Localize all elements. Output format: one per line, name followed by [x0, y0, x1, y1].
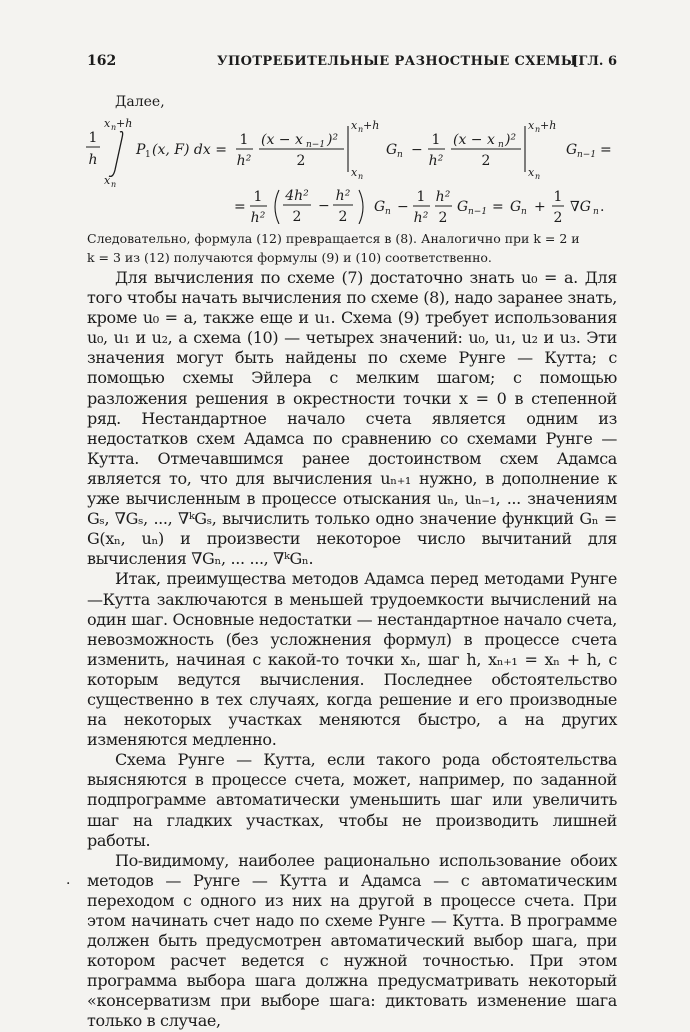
upper-limit-sub: n [111, 123, 117, 132]
minus-2: − [318, 198, 330, 214]
upper-limit-tail: +h [116, 117, 133, 130]
minus-1: − [411, 142, 423, 158]
footnote-line: Следовательно, формула (12) превращается в (8). Аналогично при k = 2 и [87, 231, 580, 246]
h2-frac-num: h² [435, 189, 451, 205]
b-frac2-den: 2 [338, 209, 348, 224]
upper-limit: x [104, 117, 111, 130]
l2-frac2-num: 1 [416, 189, 426, 205]
plus: + [534, 199, 546, 215]
minus-3: − [397, 199, 409, 215]
paren-right [359, 190, 363, 224]
lower-limit: x [104, 174, 111, 187]
frac1-num: (x − x [261, 132, 303, 148]
paragraph: Для вычисления по схеме (7) достаточно знать u₀ = a. Для того чтобы начать вычисления по схеме (8), надо заранее знать, кроме u₀ = a, также еще и u₁. Схема (9) требует использования u₀, u₁ и u₂, а схема (10) — четырех значений: u₀, u₁, u₂ и u₃. Эти значения могут быть найдены по схеме Рунге — Кутта; с помощью схемы Эйлера с мелким шагом; с помощью разложения решения в окрестности точки x = 0 в степенной ряд. Нестандартное начало счета является одним из недостатков схем Адамса по сравнению со схемами Рунге — Кутта. Отмечавшимся ранее достоинством схем Адамса является то, что для вычисления uₙ₊₁ нужно, в дополнение к уже вычисленным в процессе отыскания uₙ, uₙ₋₁, ... значениям Gₛ, ∇Gₛ, ..., ∇ᵏGₛ, вычислить только одно значение функций Gₙ = G(xₙ, uₙ) и произвести некоторое число вычитаний для вычисления ∇Gₙ, ... ..., ∇ᵏGₙ. [87, 268, 617, 569]
g-n1-sub: n−1 [577, 150, 597, 160]
l2-g-n1-sub: n−1 [468, 207, 488, 217]
paren-left [275, 190, 279, 224]
l2-g-n: G [374, 199, 386, 215]
margin-mark: · [66, 876, 71, 892]
frac-den: h [88, 152, 98, 168]
frac1-den: 2 [296, 153, 306, 169]
b-frac1-num: 4h² [285, 188, 309, 204]
frac1-num-tail: )² [327, 132, 339, 148]
paragraph: Итак, преимущества методов Адамса перед методами Рунге—Кутта заключаются в меньшей трудоемкости вычислений на один шаг. Основные недостатки — нестандартное начало счета, невозможность (без усложнения формул) в процессе счета изменить, начиная с какой-то точки xₙ, шаг h, xₙ₊₁ = xₙ + h, с которым ведутся вычисления. Последнее обстоятельство существенно в тех случаях, когда решение и его производные на некоторых участках меняются быстро, а на других изменяются медленно. [87, 569, 617, 750]
nabla-g-sub: n [593, 207, 599, 217]
main-text [87, 268, 617, 1032]
chapter-label: [ГЛ. 6 [572, 54, 617, 69]
l2-g-n1: G [457, 199, 469, 215]
b-frac2-num: h² [335, 188, 351, 204]
equals-1: = [600, 142, 612, 158]
frac2-num-tail: )² [505, 132, 517, 148]
b-frac1-den: 2 [292, 209, 302, 224]
eval2-upper: x [528, 119, 535, 132]
frac1-num-sub: n−1 [306, 140, 326, 150]
eval2-upper-sub: n [535, 125, 541, 134]
frac2-den: 2 [481, 153, 491, 169]
eval1-lower: x [351, 166, 358, 179]
h2-frac-den: 2 [438, 210, 448, 224]
eval1-upper-sub: n [358, 125, 364, 134]
paragraph: Схема Рунге — Кутта, если такого рода обстоятельства выясняются в процессе счета, может, например, по заданной подпрограмме автоматически уменьшить шаг или увеличить шаг на гладких участках, чтобы не производить лишней работы. [87, 750, 617, 850]
integrand-sub: 1 [145, 150, 151, 160]
frac-num: 1 [88, 130, 98, 146]
frac2-num: (x − x [453, 132, 495, 148]
paragraph: По-видимому, наиболее рационально использование обоих методов — Рунге — Кутта и Адамса — с автоматическим переходом с одного из них на другой в процессе счета. При этом начинать счет надо по схеме Рунге — Кутта. В программе должен быть предусмотрен автоматический выбор шага, при котором расчет ведется с нужной точностью. При этом программа выбора шага должна предусматривать некоторый «консерватизм при выборе шага: диктовать изменение шага только в случае, [87, 850, 617, 1031]
eval1-upper-tail: +h [363, 119, 380, 132]
eval1-lower-sub: n [358, 172, 364, 181]
g-n: G [386, 142, 398, 158]
footnote-text [87, 229, 617, 267]
integrand: P [136, 142, 146, 158]
l2-frac2-den: h² [413, 210, 429, 224]
integral-sign [109, 132, 123, 177]
eval2-upper-tail: +h [540, 119, 557, 132]
integrand-args: (x, F) dx = [152, 142, 227, 158]
g-n1: G [566, 142, 578, 158]
eval2-lower: x [528, 166, 535, 179]
running-title: УПОТРЕБИТЕЛЬНЫЕ РАЗНОСТНЫЕ СХЕМЫ [217, 54, 577, 69]
eval1-upper: x [351, 119, 358, 132]
lower-limit-sub: n [111, 180, 117, 189]
term1-den: h² [236, 153, 252, 169]
eval2-lower-sub: n [535, 172, 541, 181]
equals-3: = [492, 199, 504, 215]
frac2-num-sub: n [498, 140, 504, 150]
l2-g-n-2: G [510, 199, 522, 215]
integral-formula [82, 112, 642, 224]
l2-g-n-2-sub: n [521, 207, 527, 217]
page-number: 162 [87, 53, 117, 69]
running-header [87, 53, 617, 75]
nabla-g: ∇G [570, 199, 591, 215]
half-den: 2 [553, 210, 563, 224]
half-num: 1 [553, 189, 563, 205]
term2-den: h² [428, 153, 444, 169]
l2-frac-den: h² [250, 210, 266, 224]
g-n-sub: n [397, 150, 403, 160]
equals-2: = [234, 199, 246, 215]
formula-end: . [600, 199, 605, 215]
l2-frac-num: 1 [253, 189, 263, 205]
term1-num: 1 [239, 132, 249, 148]
intro-word: Далее, [115, 94, 165, 110]
footnote-line: k = 3 из (12) получаются формулы (9) и (10) соответственно. [87, 250, 492, 265]
term2-num: 1 [431, 132, 441, 148]
l2-g-n-sub: n [385, 207, 391, 217]
